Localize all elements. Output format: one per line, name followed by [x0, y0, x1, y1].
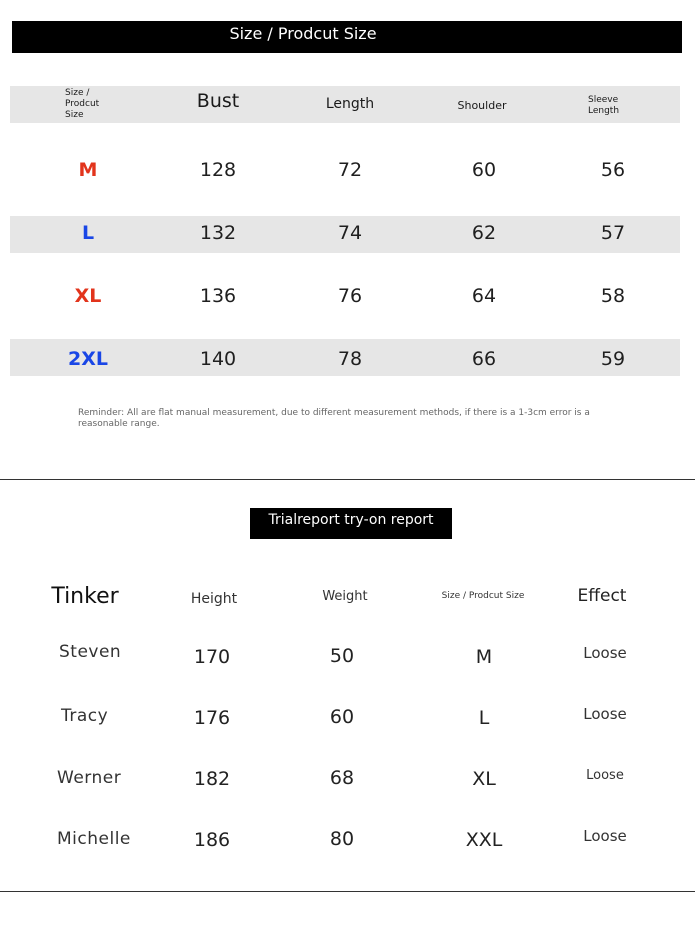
size-cell: XL [74, 285, 102, 307]
bust-cell: 136 [199, 285, 237, 307]
shoulder-cell: 60 [471, 159, 497, 181]
height-value: 186 [193, 829, 231, 851]
header-size: Size / Prodcut Size [441, 591, 525, 601]
shoulder-cell: 64 [471, 285, 497, 307]
sleeve-cell: 56 [600, 159, 626, 181]
height-value: 182 [193, 768, 231, 790]
size-chart-title-bar [12, 21, 682, 53]
header-bust: Bust [196, 90, 240, 112]
sleeve-cell: 58 [600, 285, 626, 307]
height-value: 176 [193, 707, 231, 729]
size-chart-title: Size / Prodcut Size [229, 24, 377, 43]
length-cell: 78 [337, 348, 363, 370]
header-sleeve-length: Sleeve Length [588, 95, 620, 116]
effect-value: Loose [583, 827, 627, 845]
effect-value: Loose [583, 644, 627, 662]
size-cell: M [78, 159, 98, 181]
length-cell: 76 [337, 285, 363, 307]
length-cell: 74 [337, 222, 363, 244]
bust-cell: 140 [199, 348, 237, 370]
shoulder-cell: 66 [471, 348, 497, 370]
header-size: Size / Prodcut Size [65, 88, 100, 120]
header-shoulder: Shoulder [457, 99, 507, 112]
tinker-name: Michelle [57, 829, 131, 849]
size-value: M [475, 646, 493, 668]
size-cell: L [81, 222, 95, 244]
header-tinker: Tinker [51, 584, 119, 609]
header-height: Height [190, 591, 238, 607]
length-cell: 72 [337, 159, 363, 181]
measurement-reminder: Reminder: All are flat manual measurement, due to different measurement methods, if there is a 1-3cm error is a reasonable range. [78, 408, 590, 429]
header-weight: Weight [322, 589, 368, 604]
size-value: XL [472, 768, 496, 790]
bust-cell: 132 [199, 222, 237, 244]
weight-value: 60 [329, 706, 355, 728]
size-cell: 2XL [68, 348, 108, 370]
effect-value: Loose [586, 768, 624, 783]
tinker-name: Steven [59, 642, 122, 662]
weight-value: 50 [329, 645, 355, 667]
trial-report-title-bar [250, 508, 452, 539]
shoulder-cell: 62 [471, 222, 497, 244]
weight-value: 80 [329, 828, 355, 850]
section-divider [0, 479, 695, 480]
size-value: XXL [465, 829, 503, 851]
sleeve-cell: 57 [600, 222, 626, 244]
header-effect: Effect [577, 586, 627, 606]
weight-value: 68 [329, 767, 355, 789]
bust-cell: 128 [199, 159, 237, 181]
section-divider [0, 891, 695, 892]
height-value: 170 [193, 646, 231, 668]
trial-report-title: Trialreport try-on report [268, 512, 434, 528]
tinker-name: Tracy [61, 706, 109, 726]
header-length: Length [325, 96, 375, 112]
effect-value: Loose [583, 705, 627, 723]
sleeve-cell: 59 [600, 348, 626, 370]
tinker-name: Werner [57, 768, 122, 788]
size-value: L [478, 707, 490, 729]
